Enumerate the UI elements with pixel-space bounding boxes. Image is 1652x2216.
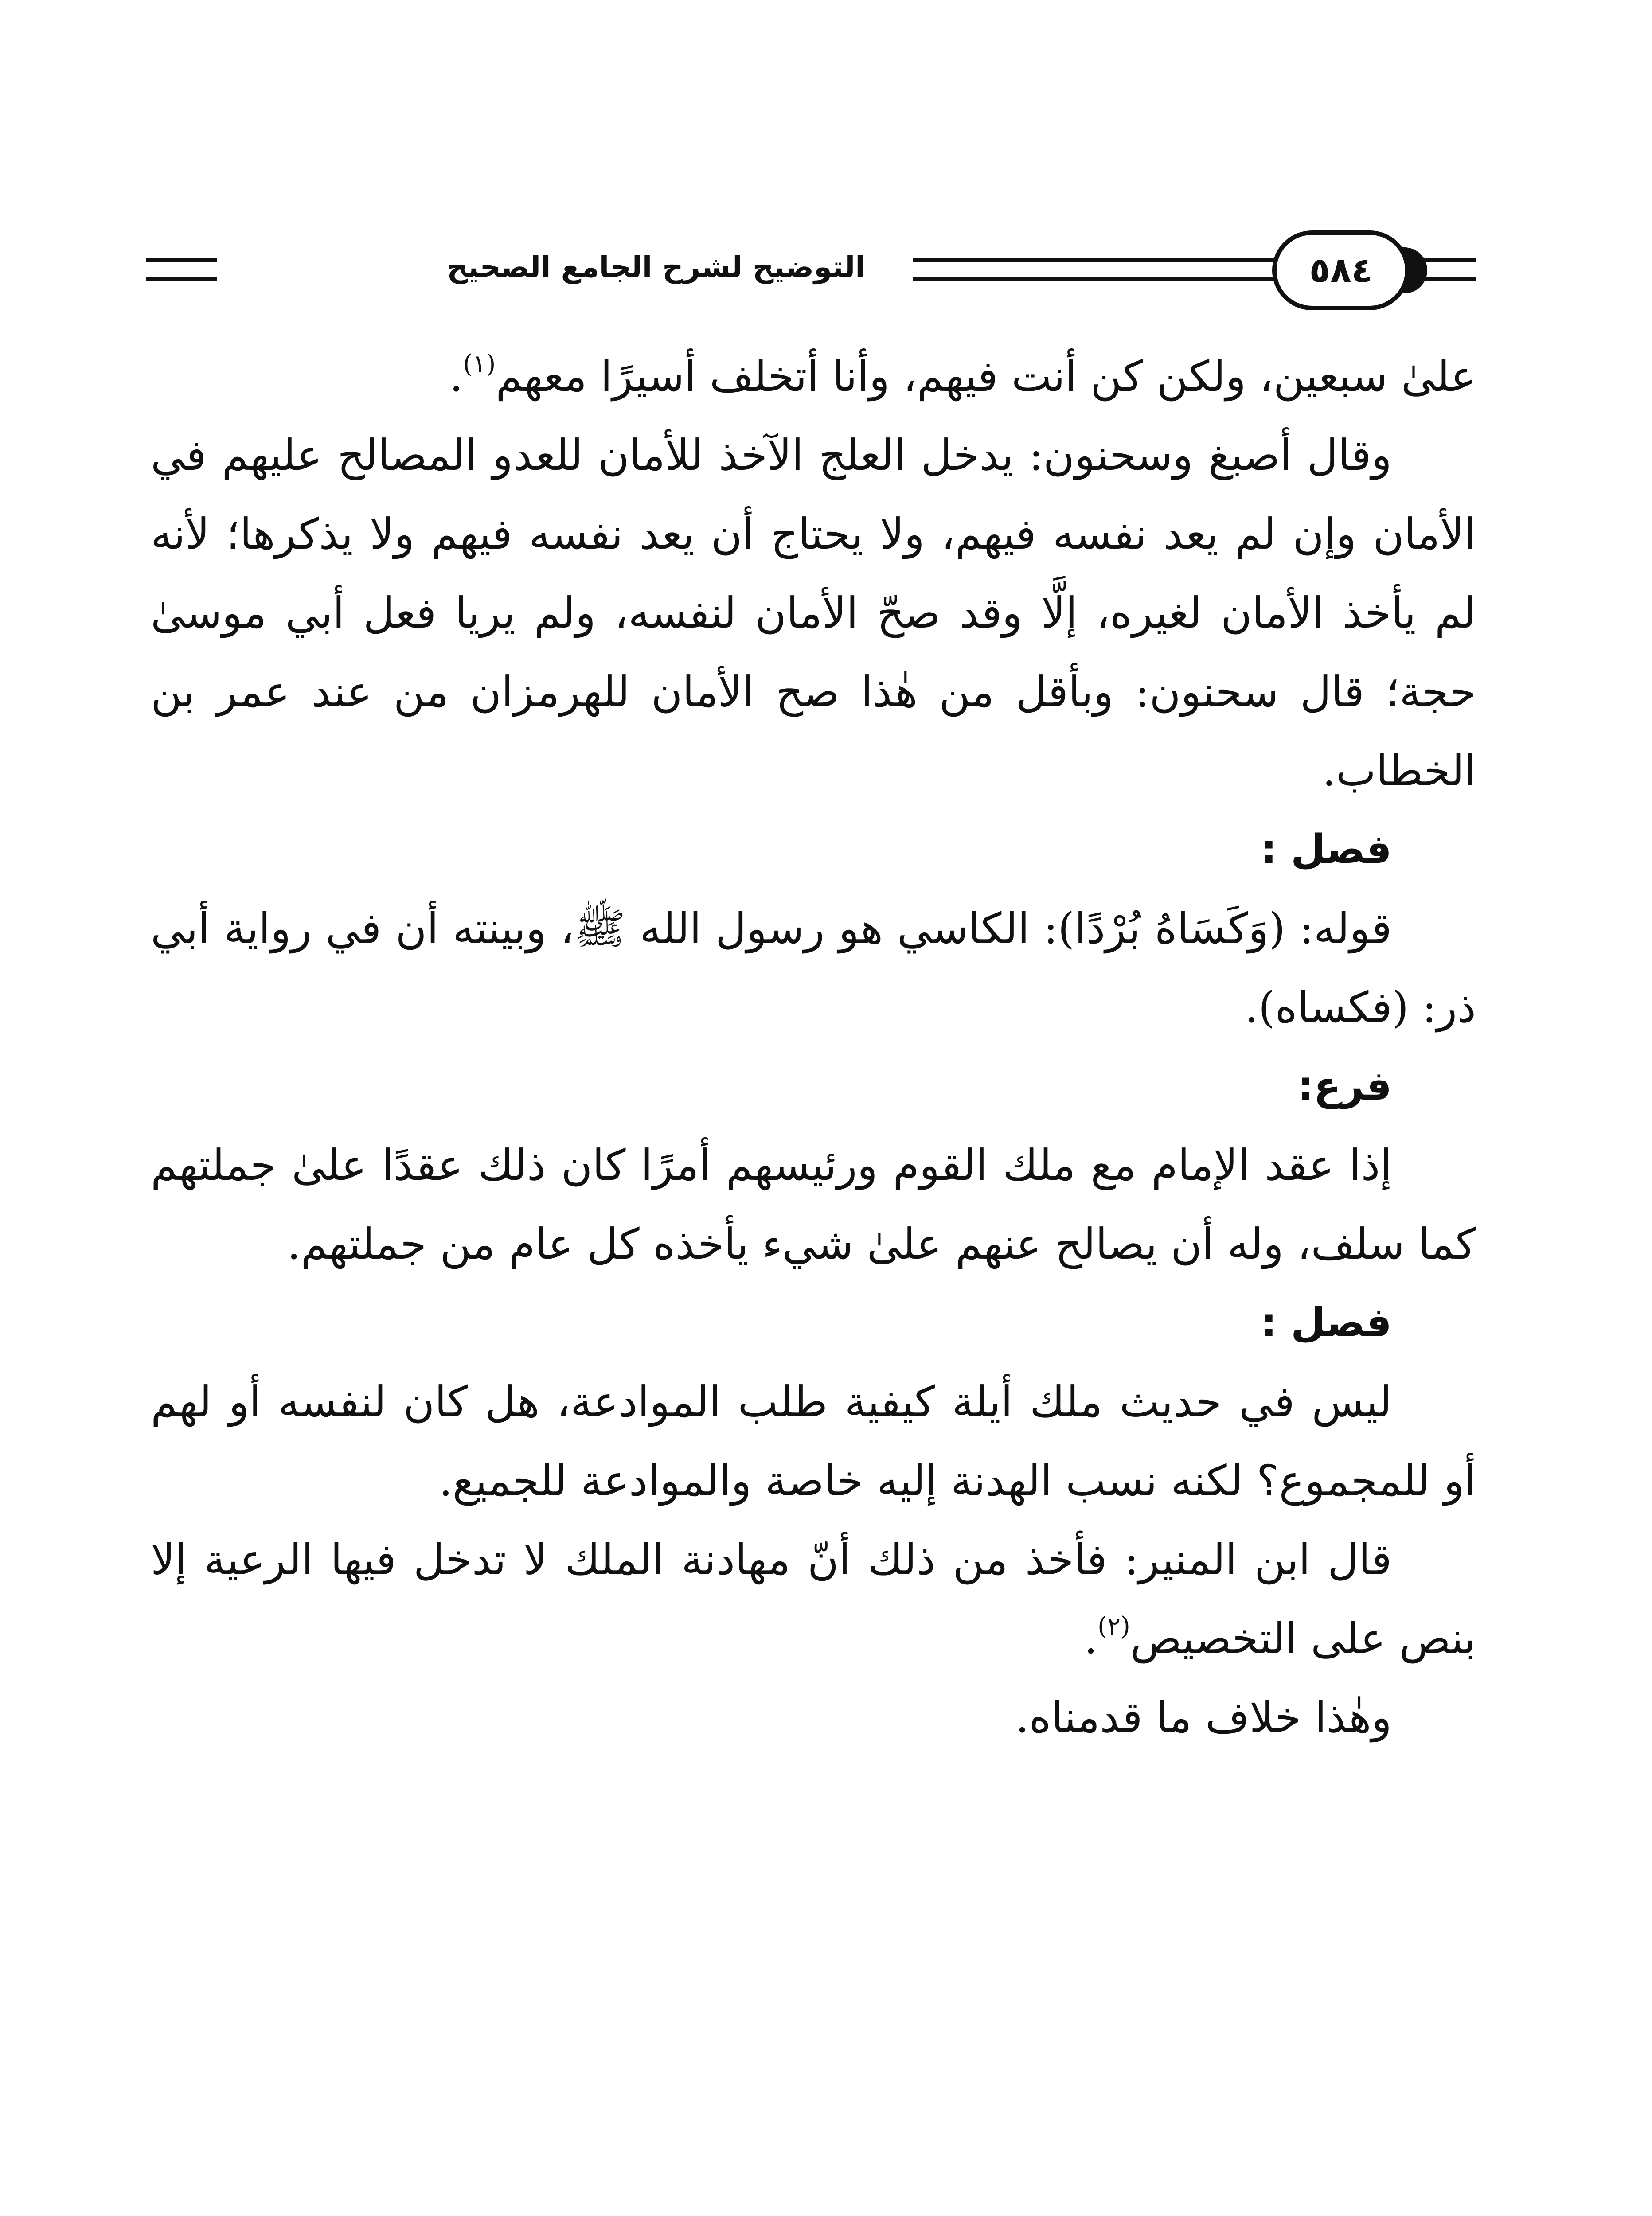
header-rule-middle-top (913, 258, 1277, 262)
paragraph-1-end: . (449, 351, 463, 401)
header-rule-right-top (1423, 258, 1476, 262)
page-number-badge: ٥٨٤ (1272, 230, 1410, 310)
page-header (146, 230, 1476, 315)
paragraph-1-text: علىٰ سبعين، ولكن كن أنت فيهم، وأنا أتخلف أسيرًا معهم (496, 351, 1476, 401)
running-title: التوضيح لشرح الجامع الصحيح (447, 250, 865, 284)
paragraph-6 (151, 1520, 1476, 1678)
section-heading-1: فصل : (1261, 826, 1392, 873)
section-heading-3: فصل : (1261, 1299, 1392, 1346)
header-rule-left-top (146, 258, 217, 262)
paragraph-2: وقال أصبغ وسحنون: يدخل العلج الآخذ للأمان للعدو المصالح عليهم في الأمان وإن لم يعد نفسه فيهم، ولا يحتاج أن يعد نفسه فيهم ولا يذكرها؛ لأنه لم يأخذ الأمان لغيره، إلَّا وقد صحّ الأمان لنفسه، ولم يريا فعل أبي موسىٰ حجة؛ قال سحنون: وبأقل من هٰذا صح الأمان للهرمزان من عند عمر بن الخطاب. (151, 430, 1476, 796)
footnote-ref-2[interactable]: (٢) (1097, 1612, 1130, 1641)
paragraph-6-text: قال ابن المنير: فأخذ من ذلك أنّ مهادنة الملك لا تدخل فيها الرعية إلا بنص على التخصيص (151, 1535, 1476, 1663)
header-rule-right-bottom (1423, 277, 1476, 281)
paragraph-3: قوله: (وَكَسَاهُ بُرْدًا): الكاسي هو رسول الله ﷺ، وبينته أن في رواية أبي ذر: (فكساه). (151, 904, 1476, 1032)
paragraph-6-end: . (1084, 1614, 1098, 1663)
paragraph-4: إذا عقد الإمام مع ملك القوم ورئيسهم أمرًا كان ذلك عقدًا علىٰ جملتهم كما سلف، وله أن يصالح عنهم علىٰ شيء يأخذه كل عام من جملتهم. (151, 1140, 1476, 1269)
paragraph-1 (151, 337, 1476, 416)
paragraph-5: ليس في حديث ملك أيلة كيفية طلب الموادعة، هل كان لنفسه أو لهم أو للمجموع؟ لكنه نسب الهدنة إليه خاصة والموادعة للجميع. (151, 1377, 1476, 1506)
section-heading-2: فرع: (1297, 1063, 1392, 1109)
header-rule-middle-bottom (913, 277, 1277, 281)
main-text (151, 337, 1476, 1757)
footnote-ref-1[interactable]: (١) (463, 350, 496, 378)
paragraph-7: وهٰذا خلاف ما قدمناه. (1015, 1693, 1392, 1742)
header-rule-left-bottom (146, 277, 217, 281)
